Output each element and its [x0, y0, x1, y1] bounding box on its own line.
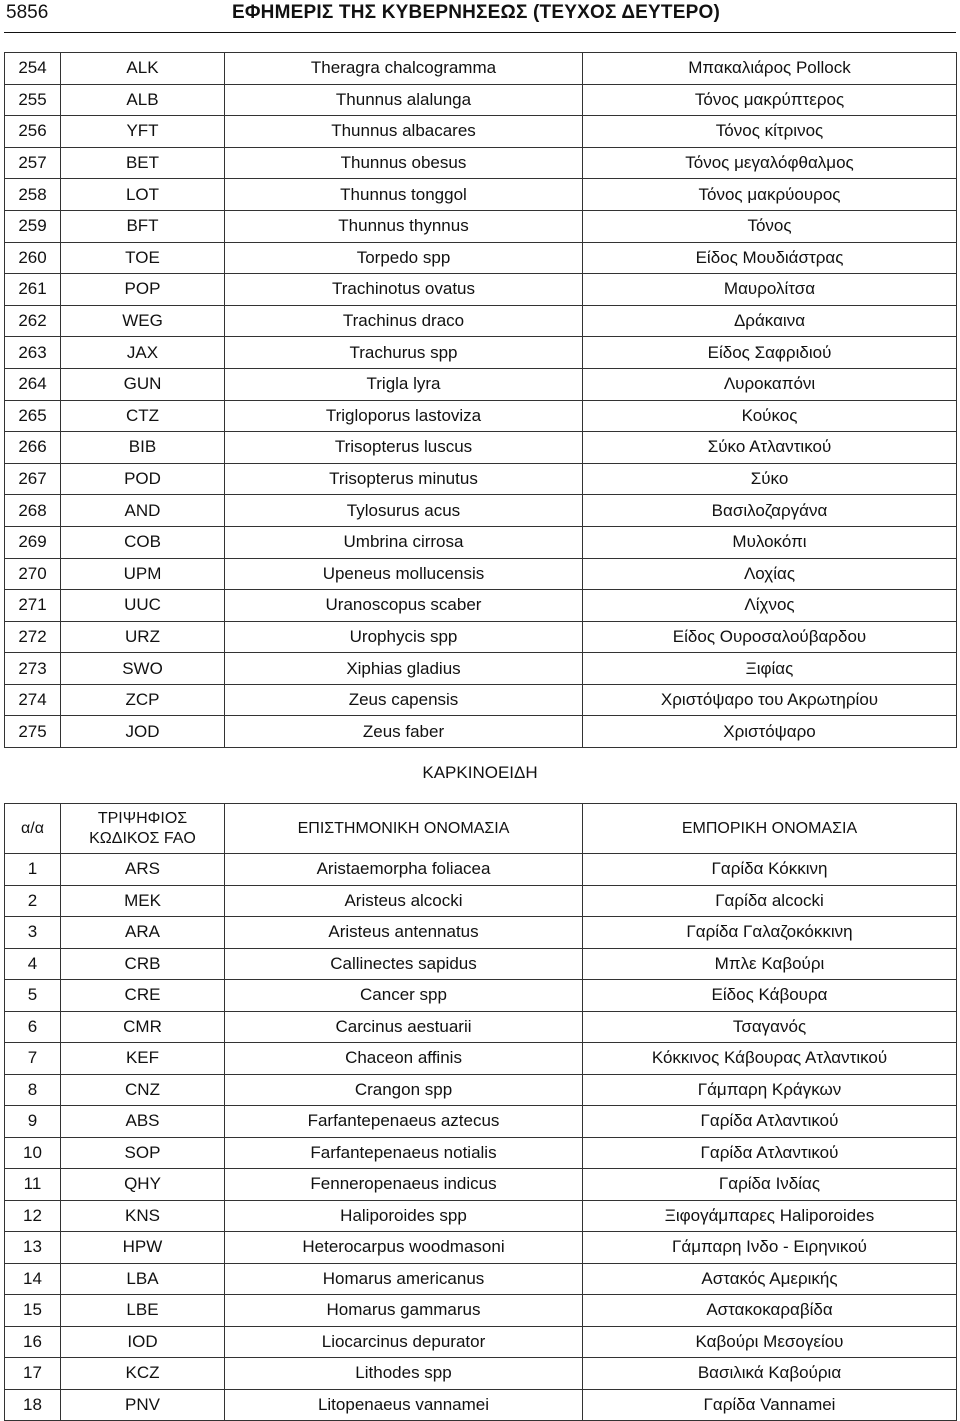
- cell-commercial-name: Χριστόψαρο του Ακρωτηρίου: [583, 684, 957, 716]
- cell-fao-code: SWO: [61, 653, 225, 685]
- table-row: [5, 590, 957, 622]
- cell-index: 264: [5, 368, 61, 400]
- cell-scientific-name: Thunnus albacares: [225, 116, 583, 148]
- cell-index: 6: [5, 1011, 61, 1043]
- cell-index: 5: [5, 980, 61, 1012]
- cell-scientific-name: Farfantepenaeus aztecus: [225, 1106, 583, 1138]
- cell-fao-code: LBE: [61, 1295, 225, 1327]
- cell-fao-code: CRE: [61, 980, 225, 1012]
- cell-scientific-name: Cancer spp: [225, 980, 583, 1012]
- table-row: [5, 1358, 957, 1390]
- table-row: [5, 84, 957, 116]
- table-row: [5, 1011, 957, 1043]
- cell-scientific-name: Thunnus obesus: [225, 147, 583, 179]
- cell-commercial-name: Γαρίδα Vannamei: [583, 1389, 957, 1421]
- cell-commercial-name: Λοχίας: [583, 558, 957, 590]
- cell-commercial-name: Μυλοκόπι: [583, 526, 957, 558]
- table-row: [5, 716, 957, 748]
- cell-commercial-name: Γαρίδα Ατλαντικού: [583, 1106, 957, 1138]
- cell-index: 269: [5, 526, 61, 558]
- cell-scientific-name: Lithodes spp: [225, 1358, 583, 1390]
- cell-fao-code: QHY: [61, 1169, 225, 1201]
- cell-index: 3: [5, 917, 61, 949]
- cell-index: 272: [5, 621, 61, 653]
- cell-commercial-name: Λίχνος: [583, 590, 957, 622]
- cell-commercial-name: Γάμπαρη Ινδο - Ειρηνικού: [583, 1232, 957, 1264]
- cell-index: 9: [5, 1106, 61, 1138]
- cell-scientific-name: Theragra chalcogramma: [225, 53, 583, 85]
- table-row: [5, 1169, 957, 1201]
- cell-fao-code: ZCP: [61, 684, 225, 716]
- cell-fao-code: WEG: [61, 305, 225, 337]
- cell-fao-code: LBA: [61, 1263, 225, 1295]
- table-row: [5, 854, 957, 886]
- cell-scientific-name: Trisopterus minutus: [225, 463, 583, 495]
- cell-scientific-name: Trachurus spp: [225, 337, 583, 369]
- cell-index: 258: [5, 179, 61, 211]
- cell-fao-code: COB: [61, 526, 225, 558]
- cell-commercial-name: Βασιλικά Καβούρια: [583, 1358, 957, 1390]
- table-row: [5, 1326, 957, 1358]
- header-rule: [4, 32, 956, 33]
- cell-scientific-name: Farfantepenaeus notialis: [225, 1137, 583, 1169]
- table-row: [5, 368, 957, 400]
- cell-index: 271: [5, 590, 61, 622]
- cell-commercial-name: Γαρίδα Γαλαζοκόκκινη: [583, 917, 957, 949]
- cell-index: 263: [5, 337, 61, 369]
- cell-fao-code: JOD: [61, 716, 225, 748]
- table-row: [5, 337, 957, 369]
- cell-scientific-name: Thunnus thynnus: [225, 210, 583, 242]
- cell-fao-code: AND: [61, 495, 225, 527]
- cell-scientific-name: Carcinus aestuarii: [225, 1011, 583, 1043]
- cell-commercial-name: Αστακός Αμερικής: [583, 1263, 957, 1295]
- cell-fao-code: MEK: [61, 885, 225, 917]
- cell-scientific-name: Trisopterus luscus: [225, 432, 583, 464]
- cell-commercial-name: Κόκκινος Κάβουρας Ατλαντικού: [583, 1043, 957, 1075]
- cell-fao-code: ALB: [61, 84, 225, 116]
- cell-commercial-name: Τόνος μεγαλόφθαλμος: [583, 147, 957, 179]
- header-commercial-name: ΕΜΠΟΡΙΚΗ ΟΝΟΜΑΣΙΑ: [583, 804, 957, 854]
- cell-commercial-name: Ξιφογάμπαρες Haliporoides: [583, 1200, 957, 1232]
- cell-index: 18: [5, 1389, 61, 1421]
- cell-fao-code: UUC: [61, 590, 225, 622]
- cell-index: 265: [5, 400, 61, 432]
- cell-index: 11: [5, 1169, 61, 1201]
- cell-commercial-name: Ξιφίας: [583, 653, 957, 685]
- table-row: [5, 116, 957, 148]
- cell-fao-code: LOT: [61, 179, 225, 211]
- cell-index: 254: [5, 53, 61, 85]
- cell-index: 8: [5, 1074, 61, 1106]
- cell-index: 266: [5, 432, 61, 464]
- cell-fao-code: POP: [61, 274, 225, 306]
- cell-index: 259: [5, 210, 61, 242]
- page-header: [0, 0, 960, 30]
- cell-index: 260: [5, 242, 61, 274]
- cell-commercial-name: Χριστόψαρο: [583, 716, 957, 748]
- cell-commercial-name: Σύκο Ατλαντικού: [583, 432, 957, 464]
- cell-commercial-name: Γαρίδα Κόκκινη: [583, 854, 957, 886]
- cell-fao-code: KEF: [61, 1043, 225, 1075]
- table-row: [5, 1074, 957, 1106]
- cell-fao-code: CNZ: [61, 1074, 225, 1106]
- cell-index: 12: [5, 1200, 61, 1232]
- cell-scientific-name: Trigla lyra: [225, 368, 583, 400]
- table-row: [5, 1106, 957, 1138]
- cell-fao-code: KCZ: [61, 1358, 225, 1390]
- table-row: [5, 274, 957, 306]
- cell-scientific-name: Litopenaeus vannamei: [225, 1389, 583, 1421]
- cell-scientific-name: Fenneropenaeus indicus: [225, 1169, 583, 1201]
- cell-commercial-name: Τόνος: [583, 210, 957, 242]
- cell-index: 1: [5, 854, 61, 886]
- header-fao-line2: ΚΩΔΙΚΟΣ FAO: [89, 829, 196, 847]
- cell-commercial-name: Τσαγανός: [583, 1011, 957, 1043]
- cell-index: 10: [5, 1137, 61, 1169]
- cell-scientific-name: Trigloporus lastoviza: [225, 400, 583, 432]
- cell-scientific-name: Thunnus alalunga: [225, 84, 583, 116]
- table-row: [5, 1232, 957, 1264]
- table-row: [5, 980, 957, 1012]
- table-row: [5, 684, 957, 716]
- cell-index: 273: [5, 653, 61, 685]
- cell-scientific-name: Urophycis spp: [225, 621, 583, 653]
- table-row: [5, 463, 957, 495]
- header-index: α/α: [5, 804, 61, 854]
- table-row: [5, 432, 957, 464]
- cell-index: 262: [5, 305, 61, 337]
- cell-commercial-name: Είδος Μουδιάστρας: [583, 242, 957, 274]
- cell-index: 16: [5, 1326, 61, 1358]
- table-row: [5, 948, 957, 980]
- cell-fao-code: ARA: [61, 917, 225, 949]
- cell-fao-code: KNS: [61, 1200, 225, 1232]
- header-fao-code: [61, 804, 225, 854]
- cell-scientific-name: Uranoscopus scaber: [225, 590, 583, 622]
- cell-fao-code: CRB: [61, 948, 225, 980]
- cell-scientific-name: Torpedo spp: [225, 242, 583, 274]
- cell-scientific-name: Zeus faber: [225, 716, 583, 748]
- cell-fao-code: BFT: [61, 210, 225, 242]
- cell-scientific-name: Zeus capensis: [225, 684, 583, 716]
- table-row: [5, 653, 957, 685]
- cell-scientific-name: Haliporoides spp: [225, 1200, 583, 1232]
- cell-scientific-name: Aristeus alcocki: [225, 885, 583, 917]
- cell-commercial-name: Αστακοκαραβίδα: [583, 1295, 957, 1327]
- cell-fao-code: URZ: [61, 621, 225, 653]
- cell-scientific-name: Liocarcinus depurator: [225, 1326, 583, 1358]
- cell-index: 268: [5, 495, 61, 527]
- cell-commercial-name: Γαρίδα Ινδίας: [583, 1169, 957, 1201]
- cell-fao-code: PNV: [61, 1389, 225, 1421]
- cell-scientific-name: Heterocarpus woodmasoni: [225, 1232, 583, 1264]
- table-row: [5, 1389, 957, 1421]
- cell-fao-code: JAX: [61, 337, 225, 369]
- cell-index: 14: [5, 1263, 61, 1295]
- cell-index: 13: [5, 1232, 61, 1264]
- cell-commercial-name: Τόνος μακρύπτερος: [583, 84, 957, 116]
- cell-scientific-name: Callinectes sapidus: [225, 948, 583, 980]
- cell-commercial-name: Είδος Ουροσαλούβαρδου: [583, 621, 957, 653]
- cell-fao-code: ALK: [61, 53, 225, 85]
- table-row: [5, 1263, 957, 1295]
- header-scientific-name: ΕΠΙΣΤΗΜΟΝΙΚΗ ΟΝΟΜΑΣΙΑ: [225, 804, 583, 854]
- cell-fao-code: POD: [61, 463, 225, 495]
- cell-index: 15: [5, 1295, 61, 1327]
- cell-scientific-name: Trachinotus ovatus: [225, 274, 583, 306]
- cell-commercial-name: Μπακαλιάρος Pollock: [583, 53, 957, 85]
- table-row: [5, 558, 957, 590]
- cell-fao-code: IOD: [61, 1326, 225, 1358]
- cell-scientific-name: Chaceon affinis: [225, 1043, 583, 1075]
- table-row: [5, 1200, 957, 1232]
- cell-index: 274: [5, 684, 61, 716]
- table-row: [5, 53, 957, 85]
- cell-fao-code: ABS: [61, 1106, 225, 1138]
- cell-scientific-name: Umbrina cirrosa: [225, 526, 583, 558]
- table-header-row: [5, 804, 957, 854]
- cell-index: 261: [5, 274, 61, 306]
- cell-scientific-name: Aristaemorpha foliacea: [225, 854, 583, 886]
- cell-fao-code: BIB: [61, 432, 225, 464]
- table-row: [5, 210, 957, 242]
- cell-index: 267: [5, 463, 61, 495]
- table-row: [5, 147, 957, 179]
- cell-fao-code: TOE: [61, 242, 225, 274]
- cell-commercial-name: Γαρίδα alcocki: [583, 885, 957, 917]
- header-fao-line1: ΤΡΙΨΗΦΙΟΣ: [97, 809, 188, 827]
- running-header-title: ΕΦΗΜΕΡΙΣ ΤΗΣ ΚΥΒΕΡΝΗΣΕΩΣ (ΤΕΥΧΟΣ ΔΕΥΤΕΡΟ): [232, 2, 720, 23]
- cell-scientific-name: Thunnus tonggol: [225, 179, 583, 211]
- cell-commercial-name: Μαυρολίτσα: [583, 274, 957, 306]
- table-row: [5, 885, 957, 917]
- page-number: 5856: [6, 2, 49, 23]
- table-row: [5, 526, 957, 558]
- cell-fao-code: CMR: [61, 1011, 225, 1043]
- cell-commercial-name: Κούκος: [583, 400, 957, 432]
- table-row: [5, 917, 957, 949]
- cell-fao-code: GUN: [61, 368, 225, 400]
- cell-index: 256: [5, 116, 61, 148]
- cell-commercial-name: Γάμπαρη Κράγκων: [583, 1074, 957, 1106]
- cell-index: 257: [5, 147, 61, 179]
- cell-commercial-name: Είδος Κάβουρα: [583, 980, 957, 1012]
- cell-index: 17: [5, 1358, 61, 1390]
- cell-commercial-name: Μπλε Καβούρι: [583, 948, 957, 980]
- cell-scientific-name: Tylosurus acus: [225, 495, 583, 527]
- cell-commercial-name: Βασιλοζαργάνα: [583, 495, 957, 527]
- cell-commercial-name: Είδος Σαφριδιού: [583, 337, 957, 369]
- cell-fao-code: CTZ: [61, 400, 225, 432]
- cell-fao-code: SOP: [61, 1137, 225, 1169]
- cell-scientific-name: Trachinus draco: [225, 305, 583, 337]
- cell-index: 4: [5, 948, 61, 980]
- cell-index: 2: [5, 885, 61, 917]
- cell-index: 255: [5, 84, 61, 116]
- table-row: [5, 179, 957, 211]
- cell-scientific-name: Homarus americanus: [225, 1263, 583, 1295]
- table-row: [5, 1295, 957, 1327]
- table-row: [5, 1137, 957, 1169]
- cell-scientific-name: Upeneus mollucensis: [225, 558, 583, 590]
- cell-commercial-name: Τόνος κίτρινος: [583, 116, 957, 148]
- table-row: [5, 400, 957, 432]
- cell-fao-code: BET: [61, 147, 225, 179]
- cell-scientific-name: Aristeus antennatus: [225, 917, 583, 949]
- table-row: [5, 305, 957, 337]
- fish-species-table: [4, 52, 957, 748]
- table-row: [5, 621, 957, 653]
- section-title-crustaceans: ΚΑΡΚΙΝΟΕΙΔΗ: [422, 763, 538, 782]
- crustaceans-table: [4, 803, 957, 1421]
- table-row: [5, 242, 957, 274]
- cell-scientific-name: Homarus gammarus: [225, 1295, 583, 1327]
- cell-index: 275: [5, 716, 61, 748]
- cell-index: 270: [5, 558, 61, 590]
- cell-scientific-name: Crangon spp: [225, 1074, 583, 1106]
- table-row: [5, 495, 957, 527]
- cell-fao-code: HPW: [61, 1232, 225, 1264]
- cell-commercial-name: Τόνος μακρύουρος: [583, 179, 957, 211]
- cell-scientific-name: Xiphias gladius: [225, 653, 583, 685]
- cell-fao-code: UPM: [61, 558, 225, 590]
- cell-commercial-name: Καβούρι Μεσογείου: [583, 1326, 957, 1358]
- cell-fao-code: YFT: [61, 116, 225, 148]
- cell-fao-code: ARS: [61, 854, 225, 886]
- cell-commercial-name: Δράκαινα: [583, 305, 957, 337]
- cell-commercial-name: Λυροκαπόνι: [583, 368, 957, 400]
- cell-index: 7: [5, 1043, 61, 1075]
- cell-commercial-name: Γαρίδα Ατλαντικού: [583, 1137, 957, 1169]
- cell-commercial-name: Σύκο: [583, 463, 957, 495]
- table-row: [5, 1043, 957, 1075]
